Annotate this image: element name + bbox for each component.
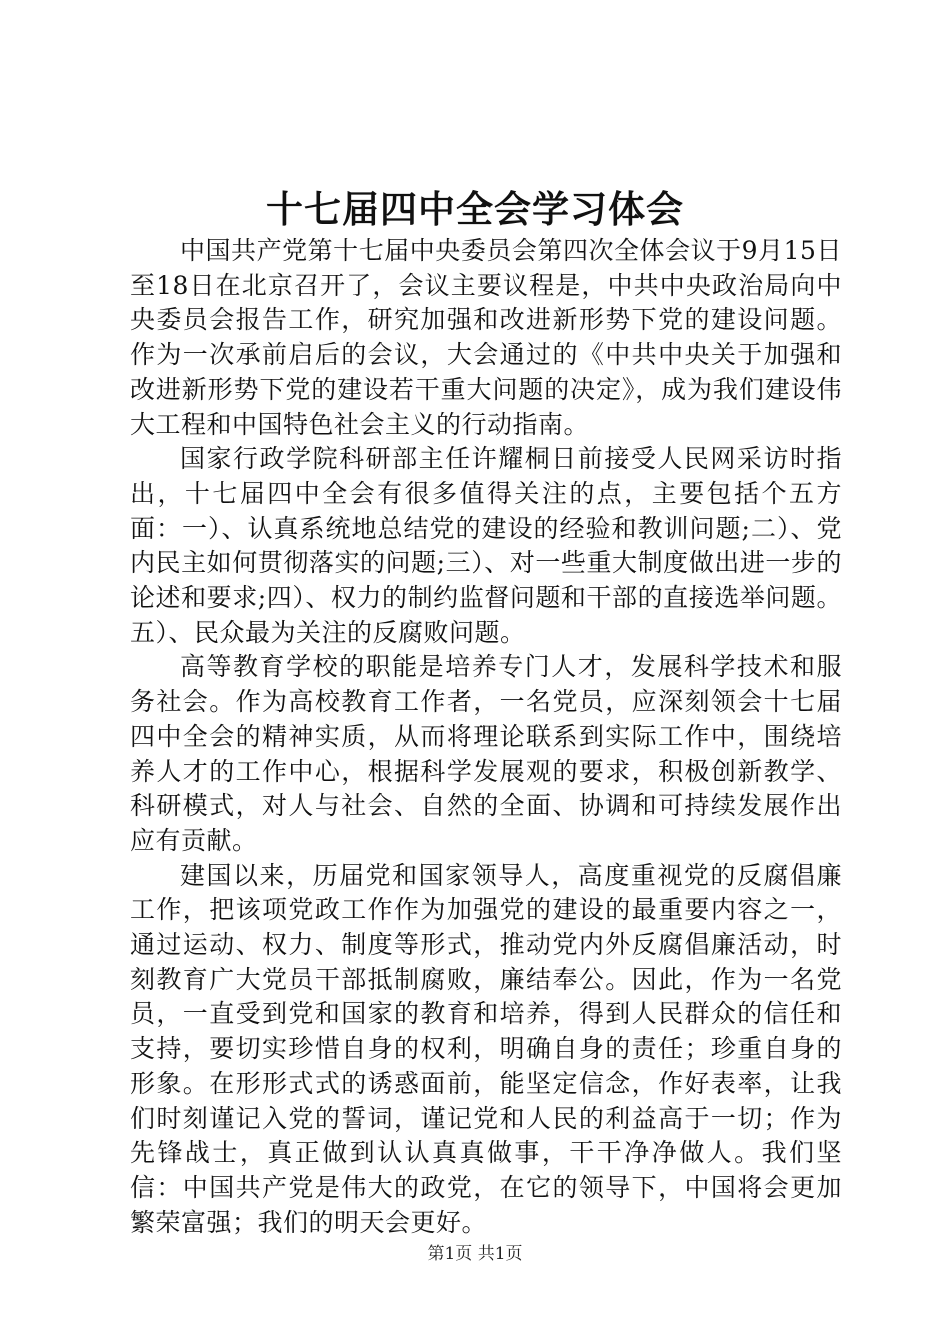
- paragraph-2: 国家行政学院科研部主任许耀桐日前接受人民网采访时指出，十七届四中全会有很多值得关注的点，主要包括个五方面：一）、认真系统地总结党的建设的经验和教训问题;二）、党内民主如何贯彻落实的问题;三）、对一些重大制度做出进一步的论述和要求;四）、权力的制约监督问题和干部的直接选举问题。五）、民众最为关注的反腐败问题。: [130, 444, 842, 647]
- paragraph-3: 高等教育学校的职能是培养专门人才，发展科学技术和服务社会。作为高校教育工作者，一名党员，应深刻领会十七届四中全会的精神实质，从而将理论联系到实际工作中，围绕培养人才的工作中心，根据科学发展观的要求，积极创新教学、科研模式，对人与社会、自然的全面、协调和可持续发展作出应有贡献。: [130, 652, 842, 855]
- document-body: [130, 234, 842, 1240]
- paragraph-4: 建国以来，历届党和国家领导人，高度重视党的反腐倡廉工作，把该项党政工作作为加强党的建设的最重要内容之一，通过运动、权力、制度等形式，推动党内外反腐倡廉活动，时刻教育广大党员干部抵制腐败，廉结奉公。因此，作为一名党员，一直受到党和国家的教育和培养，得到人民群众的信任和支持，要切实珍惜自身的权利，明确自身的责任；珍重自身的形象。在形形式式的诱惑面前，能坚定信念，作好表率，让我们时刻谨记入党的誓词，谨记党和人民的利益高于一切；作为先锋战士，真正做到认认真真做事，干干净净做人。我们坚信：中国共产党是伟大的政党，在它的领导下，中国将会更加繁荣富强；我们的明天会更好。: [130, 860, 842, 1237]
- paragraph-1: 中国共产党第十七届中央委员会第四次全体会议于9月15日至18日在北京召开了，会议主要议程是，中共中央政治局向中央委员会报告工作，研究加强和改进新形势下党的建设问题。作为一次承前启后的会议，大会通过的《中共中央关于加强和改进新形势下党的建设若干重大问题的决定》，成为我们建设伟大工程和中国特色社会主义的行动指南。: [130, 236, 842, 439]
- document-title: 十七届四中全会学习体会: [266, 187, 684, 231]
- page-number-footer: 第1页 共1页: [427, 1244, 523, 1264]
